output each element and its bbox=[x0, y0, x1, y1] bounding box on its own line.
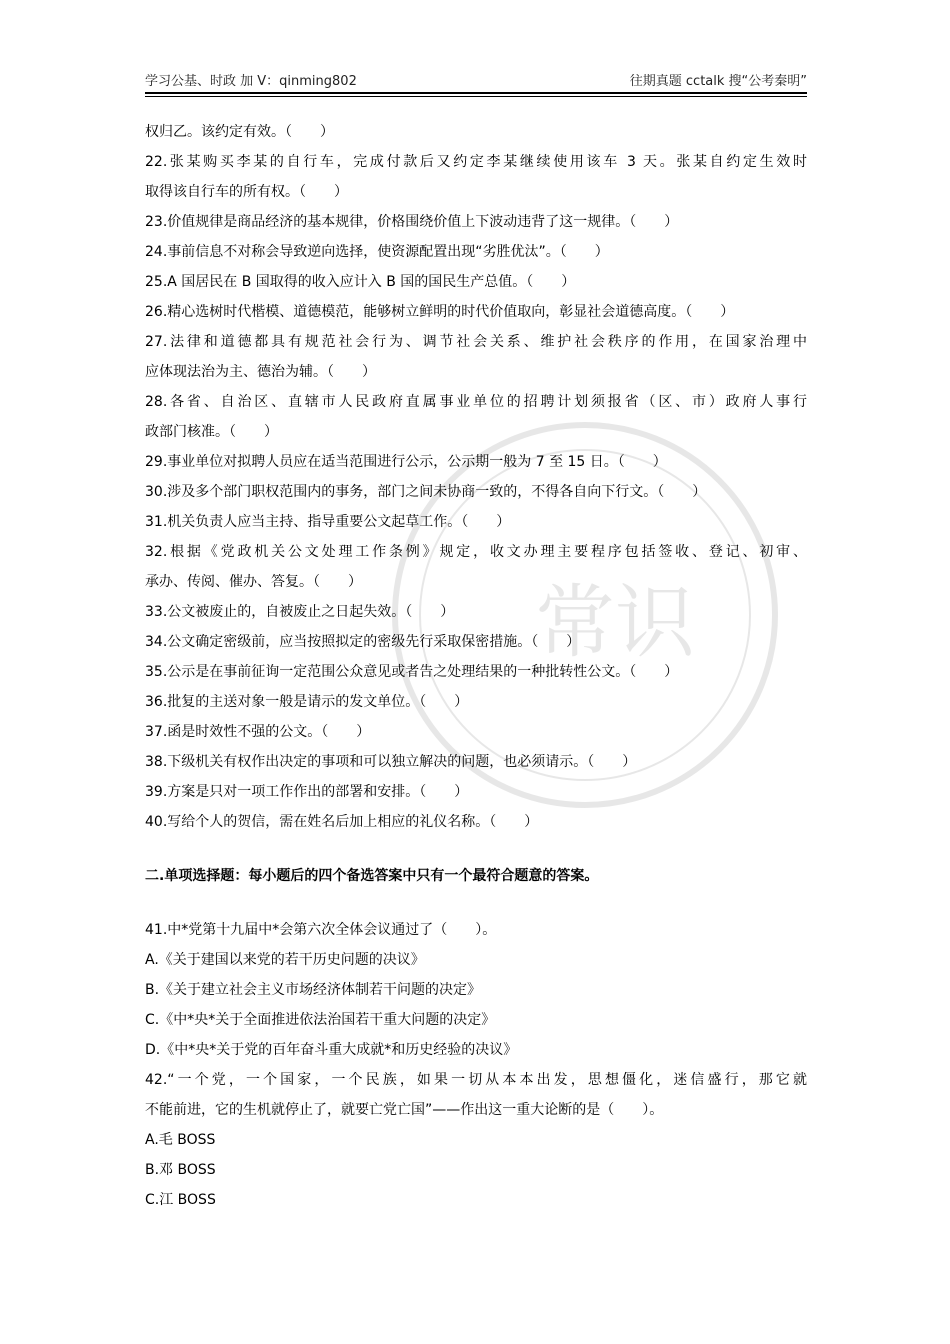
question-31: 31.机关负责人应当主持、指导重要公文起草工作。（ ） bbox=[145, 514, 511, 530]
question-42-line-2: 不能前进，它的生机就停止了，就要亡党亡国”——作出这一重大论断的是（ ）。 bbox=[145, 1102, 664, 1118]
question-37: 37.函是时效性不强的公文。（ ） bbox=[145, 724, 371, 740]
question-32-line-2: 承办、传阅、催办、答复。（ ） bbox=[145, 574, 362, 590]
question-27-line-1: 27.法律和道德都具有规范社会行为、调节社会关系、维护社会秩序的作用，在国家治理中 bbox=[145, 334, 807, 350]
question-23: 23.价值规律是商品经济的基本规律，价格围绕价值上下波动违背了这一规律。（ ） bbox=[145, 214, 679, 230]
question-22-line-2: 取得该自行车的所有权。（ ） bbox=[145, 184, 348, 200]
header-right-text: 往期真题 cctalk 搜“公考秦明” bbox=[629, 74, 807, 89]
header-left-text: 学习公基、时政 加 V：qinming802 bbox=[145, 74, 357, 89]
question-36: 36.批复的主送对象一般是请示的发文单位。（ ） bbox=[145, 694, 469, 710]
question-35: 35.公示是在事前征询一定范围公众意见或者告之处理结果的一种批转性公文。（ ） bbox=[145, 664, 679, 680]
question-28-line-1: 28.各省、自治区、直辖市人民政府直属事业单位的招聘计划须报省（区、市）政府人事行 bbox=[145, 394, 807, 410]
question-32-line-1: 32.根据《党政机关公文处理工作条例》规定，收文办理主要程序包括签收、登记、初审、 bbox=[145, 544, 807, 560]
question-41: 41.中*党第十九届中*会第六次全体会议通过了（ ）。 bbox=[145, 922, 497, 938]
question-26: 26.精心选树时代楷模、道德模范，能够树立鲜明的时代价值取向，彰显社会道德高度。（ ） bbox=[145, 304, 735, 320]
question-42-option-b: B.邓 BOSS bbox=[145, 1162, 216, 1178]
question-41-option-d: D.《中*央*关于党的百年奋斗重大成就*和历史经验的决议》 bbox=[145, 1042, 518, 1058]
question-34: 34.公文确定密级前，应当按照拟定的密级先行采取保密措施。（ ） bbox=[145, 634, 581, 650]
document-body bbox=[145, 117, 807, 1215]
question-38: 38.下级机关有权作出决定的事项和可以独立解决的问题，也必须请示。（ ） bbox=[145, 754, 637, 770]
question-29: 29.事业单位对拟聘人员应在适当范围进行公示，公示期一般为 7 至 15 日。（ ） bbox=[145, 454, 667, 470]
section-title: 二.单项选择题：每小题后的四个备选答案中只有一个最符合题意的答案。 bbox=[145, 868, 599, 884]
question-42-option-a: A.毛 BOSS bbox=[145, 1132, 216, 1148]
question-30: 30.涉及多个部门职权范围内的事务，部门之间未协商一致的，不得各自向下行文。（ ） bbox=[145, 484, 707, 500]
question-40: 40.写给个人的贺信，需在姓名后加上相应的礼仪名称。（ ） bbox=[145, 814, 539, 830]
text-line: 权归乙。该约定有效。（ ） bbox=[145, 124, 334, 140]
question-22-line-1: 22.张某购买李某的自行车，完成付款后又约定李某继续使用该车 3 天。张某自约定生效时 bbox=[145, 154, 807, 170]
question-41-option-c: C.《中*央*关于全面推进依法治国若干重大问题的决定》 bbox=[145, 1012, 496, 1028]
question-24: 24.事前信息不对称会导致逆向选择，使资源配置出现“劣胜优汰”。（ ） bbox=[145, 244, 609, 260]
question-41-option-b: B.《关于建立社会主义市场经济体制若干问题的决定》 bbox=[145, 982, 482, 998]
question-27-line-2: 应体现法治为主、德治为辅。（ ） bbox=[145, 364, 376, 380]
watermark-text: 常识 bbox=[535, 576, 695, 669]
spacer bbox=[145, 891, 807, 915]
question-41-option-a: A.《关于建国以来党的若干历史问题的决议》 bbox=[145, 952, 425, 968]
question-42-line-1: 42.“一个党，一个国家，一个民族，如果一切从本本出发，思想僵化，迷信盛行，那它就 bbox=[145, 1072, 807, 1088]
header-rule-thin bbox=[145, 96, 807, 97]
page-header bbox=[145, 70, 807, 90]
question-42-option-c: C.江 BOSS bbox=[145, 1192, 216, 1208]
spacer bbox=[145, 837, 807, 861]
question-28-line-2: 政部门核准。（ ） bbox=[145, 424, 278, 440]
question-33: 33.公文被废止的，自被废止之日起失效。（ ） bbox=[145, 604, 455, 620]
question-39: 39.方案是只对一项工作作出的部署和安排。（ ） bbox=[145, 784, 469, 800]
header-rule-thick bbox=[145, 92, 807, 94]
question-25: 25.A 国居民在 B 国取得的收入应计入 B 国的国民生产总值。（ ） bbox=[145, 274, 576, 290]
